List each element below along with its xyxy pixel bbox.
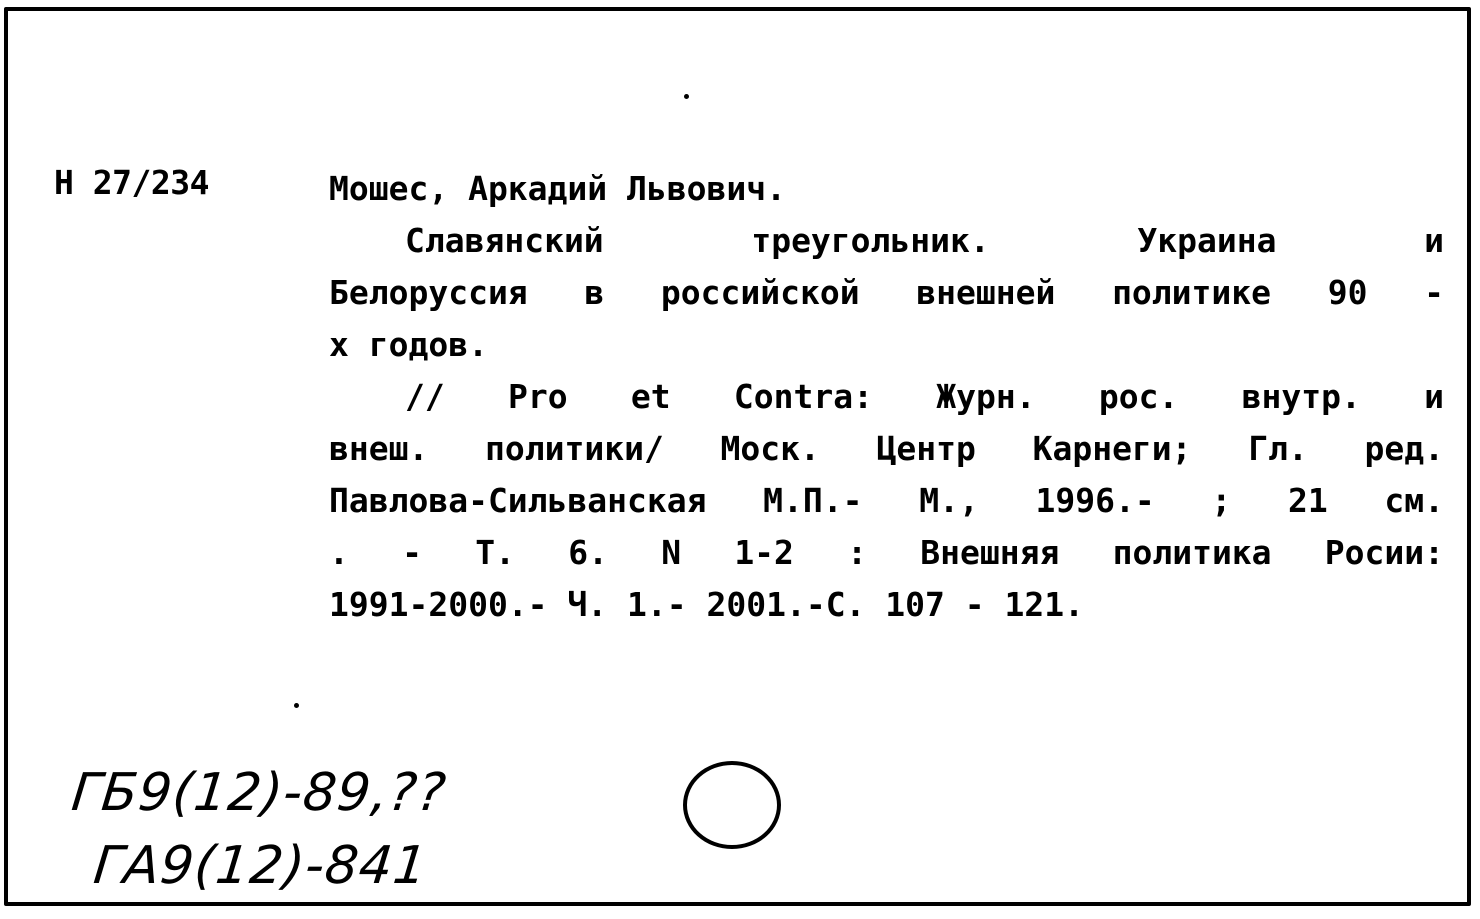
- hole-circle: [683, 761, 781, 849]
- title-line-3: х годов.: [329, 325, 488, 364]
- punch-dot-left: [294, 703, 299, 708]
- punch-dot-top: [684, 94, 689, 99]
- catalog-card: [4, 7, 1471, 906]
- source-line-5: 1991-2000.- Ч. 1.- 2001.-С. 107 - 121.: [329, 585, 1084, 624]
- source-line-1: // Pro et Contra: Журн. рос. внутр. и: [405, 377, 1444, 416]
- source-line-3: Павлова-Сильванская М.П.- М., 1996.- ; 21 см.: [329, 481, 1444, 520]
- title-line-1: Славянский треугольник. Украина и: [405, 221, 1444, 260]
- call-number: Н 27/234: [54, 163, 209, 202]
- source-line-2: внеш. политики/ Моск. Центр Карнеги; Гл. ред.: [329, 429, 1444, 468]
- source-line-4: . - Т. 6. N 1-2 : Внешняя политика Росии:: [329, 533, 1444, 572]
- handwritten-code-1: ГБ9(12)-89,??: [68, 763, 450, 823]
- title-line-2: Белоруссия в российской внешней политике 90 -: [329, 273, 1444, 312]
- bibliographic-entry: [329, 163, 1444, 631]
- author-line: Мошес, Аркадий Львович.: [329, 169, 786, 208]
- handwritten-code-2: ГА9(12)-841: [90, 836, 431, 896]
